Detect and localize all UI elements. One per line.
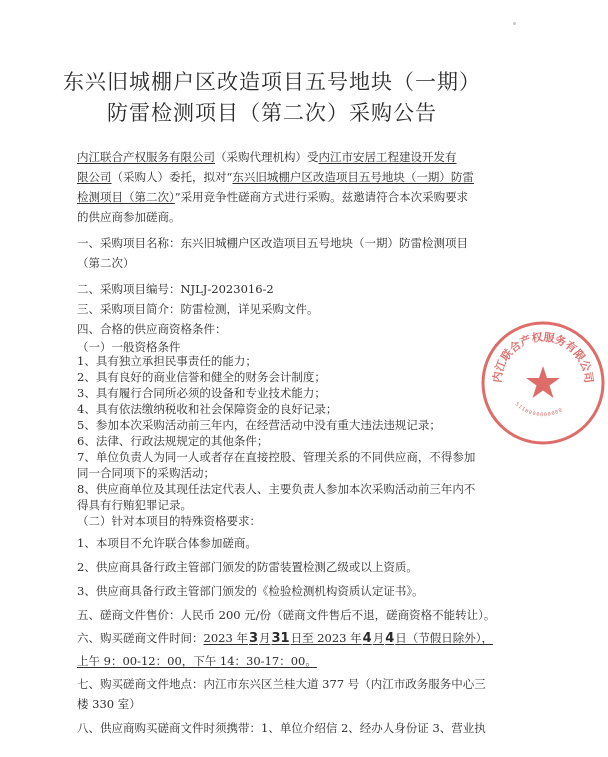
general-item: 4、具有依法缴纳税收和社会保障资金的良好记录； [77, 402, 338, 416]
handwritten-day-start: 31 [271, 631, 290, 646]
handwritten-day-end: 4 [385, 631, 395, 646]
general-item: 3、具有履行合同所必须的设备和专业技术能力； [77, 386, 326, 400]
special-item: 1、本项目不允许联合体参加磋商。 [77, 536, 257, 550]
section-7-line-1: 七、购买磋商文件地点：内江市东兴区兰桂大道 377 号（内江市政务服务中心三 [77, 677, 486, 691]
general-item: 6、法律、行政法规规定的其他条件； [77, 434, 269, 448]
project-name-part2: 检测项目（第二次） [77, 190, 175, 204]
agency-name: 内江联合产权服务有限公司 [77, 150, 215, 164]
month-label-2: 月 [372, 631, 385, 645]
intro-line-1 [77, 150, 457, 164]
section-7-line-2: 楼 330 室） [77, 697, 141, 711]
section-4: 四、合格的供应商资格条件： [77, 322, 227, 336]
corner-dot [513, 22, 516, 25]
buyer-name-part1: 内江市安居工程建设开发有 [318, 150, 457, 164]
year-start: 2023 年 [203, 631, 248, 645]
intro-line-3 [77, 190, 468, 204]
section-2: 二、采购项目编号：NJLJ-2023016-2 [77, 282, 274, 296]
project-name-part1: 东兴旧城棚户区改造项目五号地块（一期）防雷 [232, 170, 474, 184]
title-line-1: 东兴旧城棚户区改造项目五号地块（一期） [63, 70, 481, 94]
procurement-method: ”采用竞争性磋商方式进行采购。兹邀请符合本次采购要求 [174, 190, 469, 204]
section-3: 三、采购项目简介：防雷检测，详见采购文件。 [77, 302, 319, 316]
section-1-line-1: 一、采购项目名称：东兴旧城棚户区改造项目五号地块（一期）防雷检测项目 [77, 236, 468, 250]
intro-line-4: 的供应商参加磋商。 [77, 210, 181, 224]
seal-bottom-code: 5110000000000 [513, 401, 565, 419]
agency-role: （采购代理机构）受 [215, 150, 319, 164]
title-line-2: 防雷检测项目（第二次）采购公告 [107, 101, 437, 125]
general-item: 5、参加本次采购活动前三年内，在经营活动中没有重大违法违规记录； [77, 418, 441, 432]
purchase-period [204, 631, 494, 645]
handwritten-month-start: 3 [248, 631, 258, 646]
general-item-7-line-1: 7、单位负责人为同一人或者存在直接控股、管理关系的不同供应商，不得参加 [77, 450, 476, 464]
subsection-special: （二）针对本项目的特殊资格要求： [77, 514, 261, 528]
general-item: 2、具有良好的商业信誉和健全的财务会计制度； [77, 370, 326, 384]
section-1-line-2: （第二次） [77, 256, 135, 270]
section-5: 五、磋商文件售价：人民币 200 元/份（磋商文件售后不退，磋商资格不能转让）。 [77, 608, 496, 622]
special-item: 2、供应商具备行政主管部门颁发的防雷装置检测乙级或以上资质。 [77, 560, 418, 574]
intro-line-2 [77, 170, 474, 184]
seal-arc-text: 内江联合产权服务有限公司 [490, 330, 596, 384]
general-item: 1、具有独立承担民事责任的能力； [77, 354, 257, 368]
handwritten-month-end: 4 [362, 631, 372, 646]
buyer-name-part2: 限公司 [77, 170, 112, 184]
date-range-mid: 日至 2023 年 [290, 631, 362, 645]
section-6-line-2 [77, 654, 317, 668]
official-seal-stamp [478, 318, 608, 448]
section-8: 八、供应商购买磋商文件时须携带：1、单位介绍信 2、经办人身份证 3、营业执 [77, 721, 486, 735]
date-range-end: 日（节假日除外）， [395, 631, 493, 645]
special-item: 3、供应商具备行政主管部门颁发的《检验检测机构资质认定证书》。 [77, 584, 424, 598]
sec6-prefix: 六、购买磋商文件时间： [77, 631, 204, 645]
buyer-role: （采购人）委托，拟对“ [111, 170, 233, 184]
month-label: 月 [258, 631, 271, 645]
general-item-7-line-2: 同一合同项下的采购活动； [77, 466, 215, 480]
office-hours: 上午 9：00-12：00，下午 14：30-17：00。 [77, 654, 317, 668]
seal-star-icon [526, 366, 560, 398]
section-6-line-1 [77, 631, 493, 646]
general-item-8-line-1: 8、供应商单位及其现任法定代表人、主要负责人参加本次采购活动前三年内不 [77, 482, 476, 496]
general-item-8-line-2: 得具有行贿犯罪记录。 [77, 498, 192, 512]
subsection-general: （一）一般资格条件 [77, 340, 181, 354]
